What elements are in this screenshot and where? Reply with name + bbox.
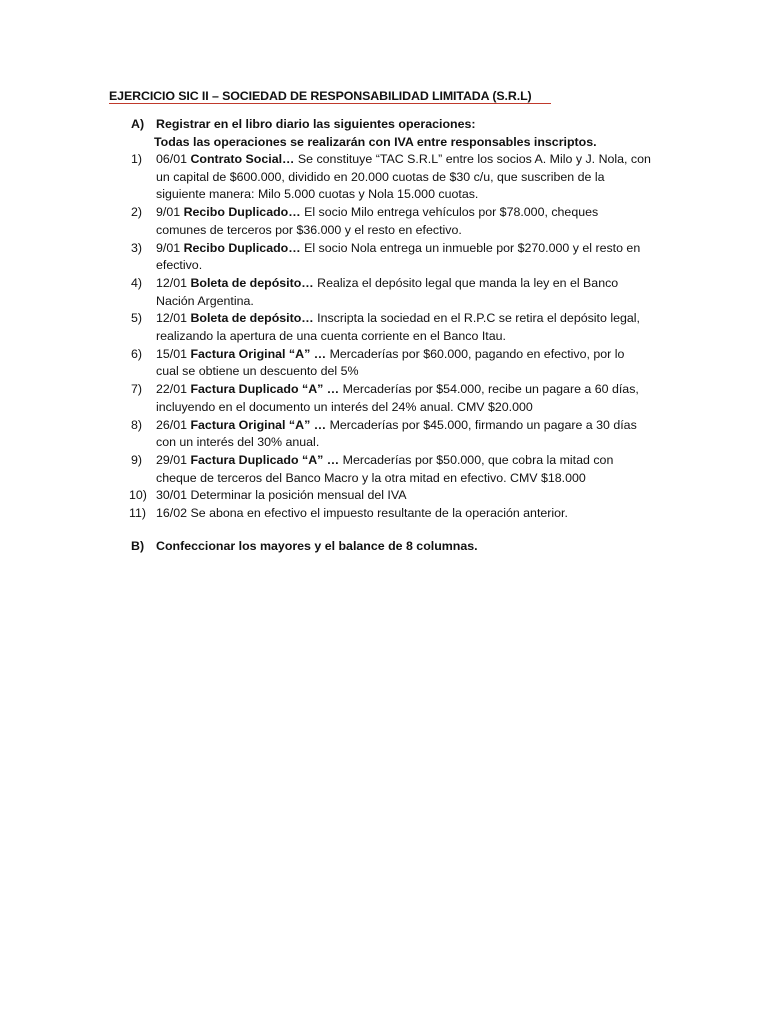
operation-line (156, 275, 666, 293)
section-b (131, 538, 671, 556)
operation-text: Mercaderías por $45.000, firmando un pagare a 30 días (329, 417, 637, 432)
operation-text: comunes de terceros por $36.000 y el resto en efectivo. (156, 222, 462, 237)
operation-number: 4) (131, 275, 143, 290)
operation-text: Nación Argentina. (156, 293, 254, 308)
operation-text: Mercaderías por $60.000, pagando en efectivo, por lo (329, 346, 625, 361)
operation-line (156, 310, 666, 328)
operations-list (131, 151, 671, 523)
operation-line (156, 257, 666, 275)
operation-number: 8) (131, 417, 143, 432)
operation-item (131, 240, 671, 275)
operation-item (131, 452, 671, 487)
section-a-heading: Registrar en el libro diario las siguientes operaciones: (156, 117, 476, 131)
operation-line (156, 505, 666, 523)
operation-item (131, 275, 671, 310)
operation-line (156, 169, 666, 187)
operation-item (131, 346, 671, 381)
operation-number: 3) (131, 240, 143, 255)
operation-document-type: Recibo Duplicado… (183, 205, 301, 220)
operation-date: 9/01 (156, 240, 181, 255)
operation-date: 12/01 (156, 275, 188, 290)
operation-date: 9/01 (156, 205, 181, 220)
operation-document-type: Boleta de depósito… (190, 311, 314, 326)
operation-text: cual se obtiene un descuento del 5% (156, 364, 359, 379)
operation-line (156, 328, 666, 346)
operation-body (156, 487, 666, 505)
operation-body (156, 346, 666, 381)
section-b-letter: B) (131, 539, 145, 553)
operation-body (156, 452, 666, 487)
operation-body (156, 417, 666, 452)
operation-line (156, 363, 666, 381)
operation-text: con un interés del 30% anual. (156, 435, 320, 450)
operation-line (156, 487, 666, 505)
operation-number: 1) (131, 152, 143, 166)
operation-number: 7) (131, 382, 143, 397)
operation-line (156, 204, 666, 222)
operation-line (156, 186, 666, 204)
operation-date: 15/01 (156, 346, 188, 361)
operation-number: 6) (131, 346, 143, 361)
operation-line (156, 434, 666, 452)
operation-item (131, 417, 671, 452)
operation-line (156, 346, 666, 364)
operation-document-type: Factura Original “A” … (190, 417, 327, 432)
operation-text: Realiza el depósito legal que manda la ley en el Banco (317, 275, 619, 290)
operation-text: El socio Nola entrega un inmueble por $270.000 y el resto en (304, 240, 641, 255)
operation-line (156, 293, 666, 311)
operation-text: Mercaderías por $54.000, recibe un pagare a 60 días, (342, 382, 639, 397)
operation-item (131, 204, 671, 239)
operation-item (131, 310, 671, 345)
operation-document-type: Recibo Duplicado… (183, 240, 301, 255)
operation-document-type: Factura Original “A” … (190, 346, 327, 361)
operation-text: siguiente manera: Milo 5.000 cuotas y Nola 15.000 cuotas. (156, 187, 479, 202)
operation-body (156, 381, 666, 416)
section-b-heading: Confeccionar los mayores y el balance de 8 columnas. (156, 539, 478, 553)
operation-document-type: Factura Duplicado “A” … (190, 382, 340, 397)
operation-text: Inscripta la sociedad en el R.P.C se retira el depósito legal, (317, 311, 640, 326)
operation-body (156, 204, 666, 239)
operation-body (156, 240, 666, 275)
operation-line (156, 417, 666, 435)
operation-text: Se constituye “TAC S.R.L” entre los socios A. Milo y J. Nola, con (297, 152, 651, 166)
operation-document-type: Boleta de depósito… (190, 275, 314, 290)
operation-line (156, 151, 666, 169)
operation-date: 29/01 (156, 452, 188, 467)
operation-text: Se abona en efectivo el impuesto resultante de la operación anterior. (190, 506, 568, 521)
operation-date: 06/01 (156, 152, 188, 166)
section-a-note: Todas las operaciones se realizarán con IVA entre responsables inscriptos. (154, 134, 597, 149)
operation-date: 22/01 (156, 382, 188, 397)
operation-text: Mercaderías por $50.000, que cobra la mitad con (342, 452, 614, 467)
operation-number: 2) (131, 205, 143, 220)
title-underline (109, 103, 551, 104)
operation-text: incluyendo en el documento un interés del 24% anual. CMV $20.000 (156, 399, 533, 414)
operation-number: 9) (131, 452, 143, 467)
operation-body (156, 275, 666, 310)
operation-item (131, 505, 671, 523)
operation-document-type: Contrato Social… (190, 152, 295, 166)
operation-date: 26/01 (156, 417, 188, 432)
operation-line (156, 222, 666, 240)
operation-text: cheque de terceros del Banco Macro y la otra mitad en efectivo. CMV $18.000 (156, 470, 586, 485)
operation-item (131, 151, 671, 204)
operation-text: El socio Milo entrega vehículos por $78.000, cheques (304, 205, 599, 220)
operation-line (156, 470, 666, 488)
operation-date: 30/01 (156, 488, 188, 503)
operation-text: efectivo. (156, 258, 203, 273)
operation-line (156, 381, 666, 399)
operation-body (156, 310, 666, 345)
operation-date: 12/01 (156, 311, 188, 326)
section-a-heading-row (131, 116, 671, 134)
operation-document-type: Factura Duplicado “A” … (190, 452, 340, 467)
operation-item (131, 487, 671, 505)
operation-text: realizando la apertura de una cuenta corriente en el Banco Itau. (156, 329, 506, 344)
operation-date: 16/02 (156, 506, 188, 521)
operation-number: 10) (129, 488, 147, 503)
operation-line (156, 240, 666, 258)
operation-text: un capital de $600.000, dividido en 20.000 cuotas de $30 c/u, que suscriben de la (156, 169, 605, 184)
section-a-letter: A) (131, 117, 145, 131)
operation-body (156, 151, 666, 204)
operation-number: 11) (129, 506, 146, 521)
operation-number: 5) (131, 311, 143, 326)
section-a (131, 116, 671, 151)
operation-item (131, 381, 671, 416)
operation-body (156, 505, 666, 523)
operation-line (156, 452, 666, 470)
operation-text: Determinar la posición mensual del IVA (190, 488, 407, 503)
operation-line (156, 399, 666, 417)
document-title: EJERCICIO SIC II – SOCIEDAD DE RESPONSABILIDAD LIMITADA (S.R.L) (109, 89, 532, 103)
